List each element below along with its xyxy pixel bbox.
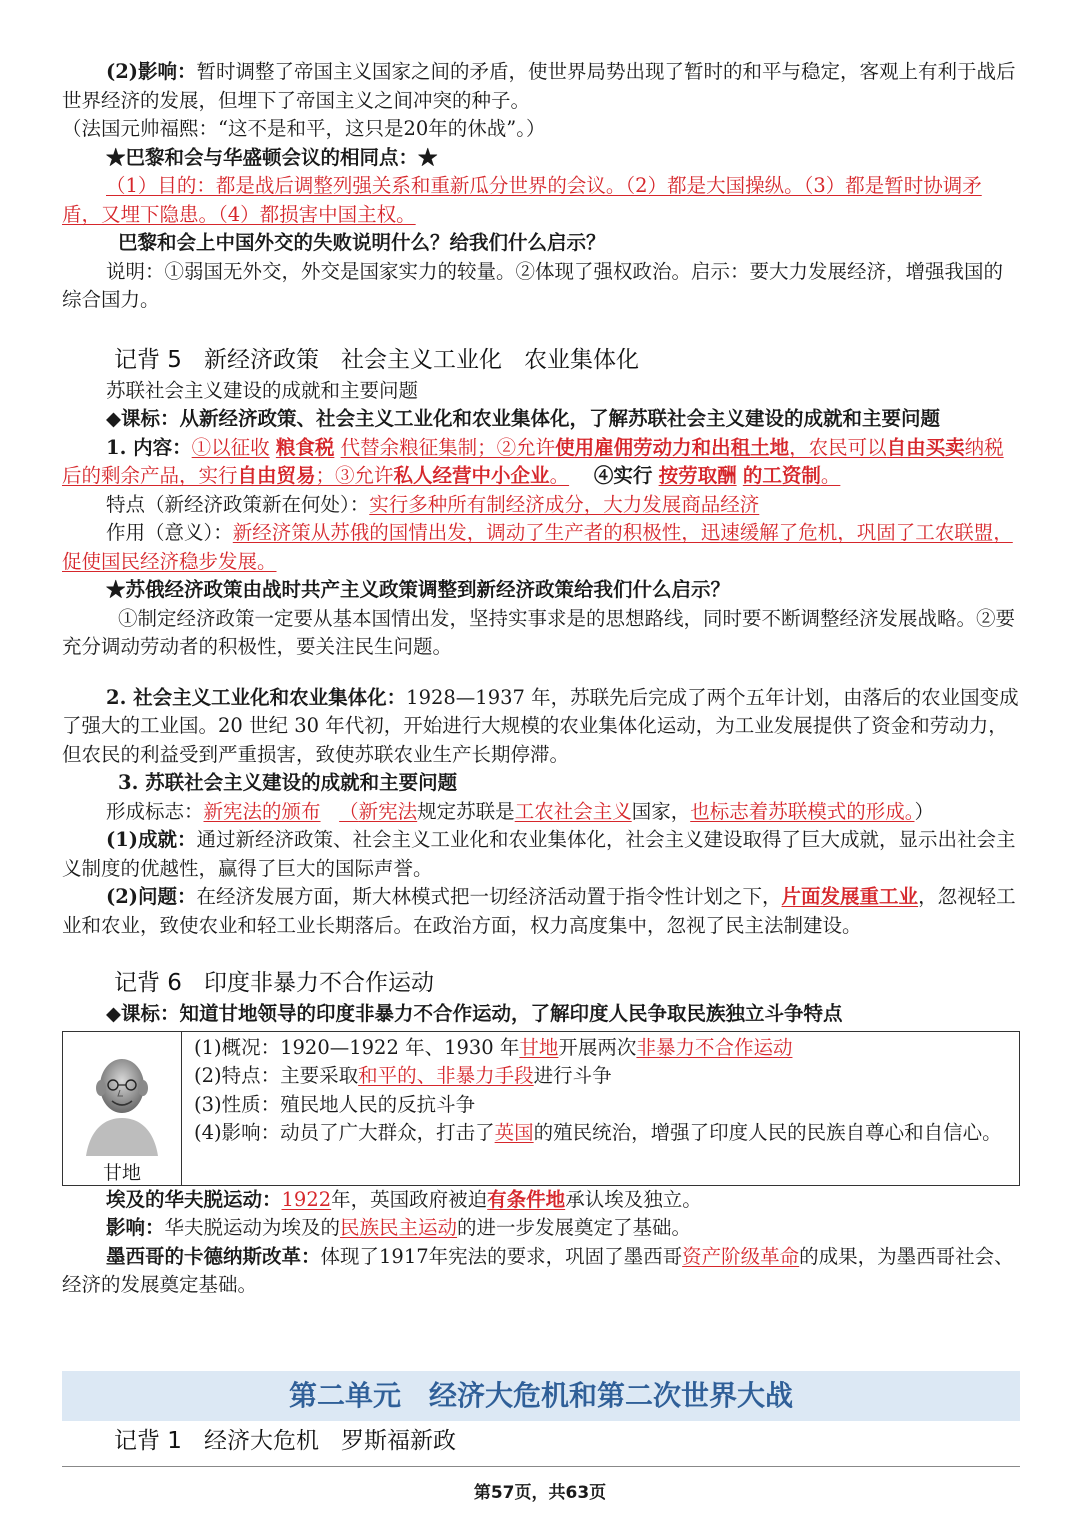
diplomacy-answer: 说明：①弱国无外交，外交是国家实力的较量。②体现了强权政治。启示：要大力发展经济，增强我国的综合国力。 [62, 259, 1004, 311]
footer-rule [62, 1466, 1020, 1467]
industrialization-paragraph: 2. 社会主义工业化和农业集体化：1928—1937 年，苏联先后完成了两个五年计划，由落后的农业国变成了强大的工业国。20 世纪 30 年代初，开始进行大规模的农业集体化运动，为工业发展提供了资金和劳动力，但农民的利益受到严重损害，致使苏联农业生产长期停滞。 [62, 685, 1019, 766]
gandhi-row-4: (4)影响：动员了广大群众，打击了英国的殖民统治，增强了印度人民的民族自尊心和自信心。 [194, 1121, 1002, 1144]
gandhi-table [62, 1031, 1020, 1186]
influence-paragraph: (2)影响：暂时调整了帝国主义国家之间的矛盾，使世界局势出现了暂时的和平与稳定，客观上有利于战后世界经济的发展，但埋下了帝国主义之间冲突的种子。 [62, 60, 1016, 112]
foch-quote: （法国元帅福熙：“这不是和平，这只是20年的休战”。） [62, 117, 546, 140]
nep-star-question: ★苏俄经济政策由战时共产主义政策调整到新经济政策给我们什么启示？ [106, 578, 731, 601]
unit-2-section-1-heading: 记背 1 经济大危机 罗斯福新政 [114, 1428, 456, 1454]
section-5-heading: 记背 5 新经济政策 社会主义工业化 农业集体化 [114, 346, 639, 373]
nep-effect: 作用（意义）：新经济策从苏俄的国情出发，调动了生产者的积极性，迅速缓解了危机，巩固了工农联盟，促使国民经济稳步发展。 [62, 521, 1013, 573]
influence-label: (2)影响： [106, 60, 197, 83]
paris-washington-title: ★巴黎和会与华盛顿会议的相同点：★ [106, 145, 438, 169]
section-6-kebiao: ◆课标：知道甘地领导的印度非暴力不合作运动，了解印度人民争取民族独立斗争特点 [106, 1002, 843, 1025]
problems-paragraph: (2)问题：在经济发展方面，斯大林模式把一切经济活动置于指令性计划之下，片面发展重工业，忽视轻工业和农业，致使农业和轻工业长期落后。在政治方面，权力高度集中，忽视了民主法制建设。 [62, 885, 1016, 937]
formation-sign: 形成标志：新宪法的颁布 （新宪法规定苏联是工农社会主义国家，也标志着苏联模式的形成。） [106, 799, 934, 823]
page-number: 第57页，共63页 [473, 1483, 607, 1503]
section-5-subtitle: 苏联社会主义建设的成就和主要问题 [106, 378, 419, 402]
egypt-influence: 影响：华夫脱运动为埃及的民族民主运动的进一步发展奠定了基础。 [106, 1216, 692, 1239]
section-5-kebiao: ◆课标：从新经济政策、社会主义工业化和农业集体化，了解苏联社会主义建设的成就和主要问题 [106, 407, 940, 430]
gandhi-row-3: (3)性质：殖民地人民的反抗斗争 [194, 1092, 476, 1116]
achievements-paragraph: (1)成就：通过新经济政策、社会主义工业化和农业集体化，社会主义建设取得了巨大成就，显示出社会主义制度的优越性，赢得了巨大的国际声誉。 [62, 828, 1016, 880]
diplomacy-question: 巴黎和会上中国外交的失败说明什么？给我们什么启示？ [118, 231, 606, 254]
gandhi-portrait-cell [63, 1032, 182, 1185]
gandhi-caption: 甘地 [102, 1161, 141, 1184]
gandhi-details [182, 1032, 1019, 1185]
gandhi-row-2: (2)特点：主要采取和平的、非暴力手段进行斗争 [194, 1064, 612, 1087]
nep-star-answer: ①制定经济政策一定要从基本国情出发，坚持实事求是的思想路线，同时要不断调整经济发展战略。②要充分调动劳动者的积极性，要关注民生问题。 [62, 606, 1016, 658]
nep-feature: 特点（新经济政策新在何处）：实行多种所有制经济成分，大力发展商品经济 [106, 492, 760, 516]
unit-2-banner: 第二单元 经济大危机和第二次世界大战 [62, 1371, 1020, 1421]
section-6-heading: 记背 6 印度非暴力不合作运动 [114, 970, 434, 996]
egypt-wafd: 埃及的华夫脱运动：1922年，英国政府被迫有条件地承认埃及独立。 [106, 1187, 702, 1211]
achievements-title: 3. 苏联社会主义建设的成就和主要问题 [118, 771, 458, 794]
paris-washington-answer: （1）目的：都是战后调整列强关系和重新瓜分世界的会议。（2）都是大国操纵。（3）都是暂时协调矛盾，又埋下隐患。（4）都损害中国主权。 [62, 174, 982, 226]
gandhi-portrait [82, 1038, 162, 1156]
mexico-reform: 墨西哥的卡德纳斯改革：体现了1917年宪法的要求，巩固了墨西哥资产阶级革命的成果，为墨西哥社会、经济的发展奠定基础。 [62, 1244, 1014, 1296]
gandhi-row-1: (1)概况：1920—1922 年、1930 年甘地开展两次非暴力不合作运动 [194, 1035, 793, 1059]
nep-content: 1. 内容：①以征收 粮食税 代替余粮征集制；②允许使用雇佣劳动力和出租土地，农民可以自由买卖纳税后的剩余产品，实行自由贸易；③允许私人经营中小企业。 ④实行 按劳取酬 的工资制。 [62, 435, 1004, 487]
